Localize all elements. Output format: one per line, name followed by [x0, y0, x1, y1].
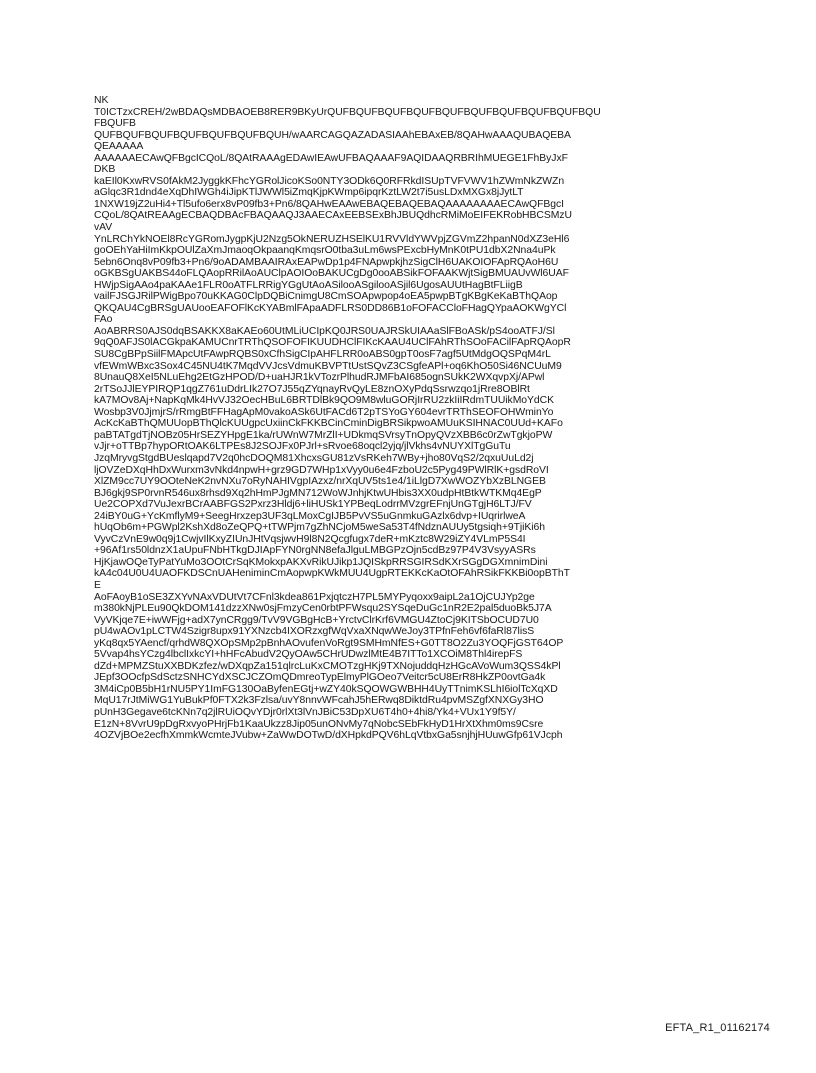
document-line: VyVKjqe7E+iwWFjg+adX7ynCRgg9/TvV9VGBgHcB+YrctvClrKrf6VMGU4ZtoCj9KITSbOCUD7U0	[94, 614, 539, 626]
document-line: oGKBSgUAKBS44oFLQAopRRilAoAUClpAOIOoBAKUCgDg0ooABSikFOFAAKWjtSigBMUAUvWl6UAF	[94, 268, 569, 280]
document-line: NK	[94, 95, 109, 106]
document-line: pUnH3Gegave6tcKNn7q2jlRUiOQvYDjr0rlXt3lVnJBiC53DpXU6T4h0+4hi8/Yk4+VUx1Y9f5Y/	[94, 706, 516, 718]
document-line: SU8CgBPpSiilFMApcUtFAwpRQBS0xCfhSigCIpAHFLRR0oABS0gpT0osF7agf5UtMdgOQSPqM4rL	[94, 349, 551, 361]
document-line: CQoL/8QAtREAAgECBAQDBAcFBAQAAQJ3AAECAxEEBSExBhJBUQdhcRMiMoEIFEKRobHBCSMzU	[94, 210, 572, 222]
document-line: HWjpSigAAo4paKAAe1FLR0oATFLRRigYGgUtAoASilooASgilooASjil6UgosAUUtHagBtFLiigB	[94, 279, 523, 291]
document-line: 8UnauQ8XeI5NLuEhg2EtGzHPOD/D+uaHJR1kVTozrPlhudRJMFbAI685ognSUkK2WXqvpXj/APwl	[94, 372, 545, 384]
document-line: kA4c04U0U4UAOFKDSCnUAHeniminCmAopwpKWkMUU4UgpRTEKKcKaOtOFAhRSikFKKBi0opBThT	[94, 568, 570, 580]
document-line: pU4wAOv1pLCTW4Szigr8upx91YXNzcb4IXORzxgfWqVxaXNqwWeJoy3TPfnFeh6vf6faRl87lisS	[94, 626, 535, 638]
document-line: Wosbp3V0JjmjrS/rRmgBtFFHagApM0vakoASk6UtFACd6T2pTSYoGY604evrTRThSEOFOHWminYo	[94, 406, 554, 418]
document-line: goOEhYaHiImKkpOUlZaXmJmaoqOkpaanqKmqsrO0tba3uLm6wsPExcbHyMnK0tPU1dbX2Nna4uPk	[94, 245, 556, 257]
document-line: AAAAAAECAwQFBgcICQoL/8QAtRAAAgEDAwIEAwUFBAQAAAF9AQIDAAQRBRIhMUEGE1FhByJxF	[94, 152, 568, 164]
document-line: vailFJSGJRilPWigBpo70uKKAG0ClpDQBiCnimgU8CmSOApwpop4oEA5pwpBTgKBgKeKaBThQAop	[94, 291, 558, 303]
document-line: paBTATgdTjNOBz05HrSEZYHpgE1ka/rUWnW7MrZlI+UDkmqSVrsyTnOpyQVzXBB6c0rZwTgkjoPW	[94, 429, 553, 441]
document-line: T0ICTzxCREH/2wBDAQsMDBAOEB8RER9BKyUrQUFBQUFBQUFBQUFBQUFBQUFBQUFBQUFBQUFBQU	[94, 106, 601, 118]
document-line: kaEIl0KxwRVS0fAkM2JyggkKFhcYGRolJicoKSo0NTY3ODk6Q0RFRkdISUpTVFVWV1hZWmNkZWZn	[94, 175, 565, 187]
document-line: FAo	[94, 314, 113, 326]
document-line: 1NXW19jZ2uHi4+Tl5ufo6erx8vP09fb3+Pn6/8QAHwEAAwEBAQEBAQEBAQAAAAAAAAECAwQFBgcI	[94, 198, 564, 210]
document-body-text	[94, 95, 730, 742]
document-line: AoABRRS0AJS0dqBSAKKX8aKAEo60UtMLiUCIpKQ0JRS0UAJRSkUIAAaSlFBoASk/pS4ooATFJ/Sl	[94, 325, 555, 337]
document-line: 5ebn6Onq8vP09fb3+Pn6/9oADAMBAAIRAxEAPwDp1p4FNApwpkjhzSigClH6UAKOIOFApRQAoH6U	[94, 256, 559, 268]
document-line: dZd+MPMZStuXXBDKzfez/wDXqpZa151qlrcLuKxCMOTzgHKj9TXNojuddqHzHGcAVoWum3QSS4kPl	[94, 660, 561, 672]
document-line: BJ6gkj9SP0rvnR546ux8rhsd9Xq2hHmPJgMN712WoWJnhjKtwUHbis3XX0udpHtBtkWTKMq4EgP	[94, 487, 542, 499]
document-line: 24iBY0uG+YcKmflyM9+SeegHrxzep3UF3qLMoxCgIJB5PvVS5uGnmkuGAzlx6dvp+IUqrirlweA	[94, 510, 526, 522]
document-line: AcKcKaBThQMUUopBThQlcKUUgpcUxiinCkFKKBCinCminDigBRSikpwoAMUuKSIHNAC0UUd+KAFo	[94, 418, 563, 430]
document-line: HjKjawOQeTyPatYuMo3OOtCrSqKMokxpAKXvRikUJikp1JQISkpRRSGIRSdKXrSGgDGXmnimDini	[94, 556, 548, 568]
document-line: QEAAAAA	[94, 141, 144, 153]
document-line: m380kNjPLEu90QkDOM141dzzXNw0sjFmzyCen0rbtPFWsqu2SYSqeDuGc1nR2E2pal5duoBk5J7A	[94, 603, 552, 615]
document-line: 2rTSoJJlEYPIRQP1qgZ761uDdrLIk27O7J55qZYqnayRvQyLE8znOXyPdqSsrwzqo1jRre8OBlRt	[94, 383, 530, 395]
document-line: kA7MOv8Aj+NapKqMk4HvVJ32OecHBuL6BRTDlBk9QO9M8wluGORjIrRU2zkIiIRdmTUUikMoYdCK	[94, 395, 554, 407]
document-line: ljOVZeDXqHhDxWurxm3vNkd4npwH+grz9GD7WHp1xVyy0u6e4FzboU2c5Pyg49PWlRlK+gsdRoVI	[94, 464, 549, 476]
document-line: JEpf3OOcfpSdSctzSNHCYdXSCJCZOmQDmreoTypElmyPlGOeo7Veitcr5cU8ErR8HkZP0ovtGa4k	[94, 672, 546, 684]
document-line: E1zN+8VvrU9pDgRxvyoPHrjFb1KaaUkzz8Jip05unONvMy7qNobcSEbFkHyD1HrXtXhm0ms9Csre	[94, 718, 544, 730]
document-line: YnLRChYkNOEl8RcYGRomJygpKjU2Nzg5OkNERUZHSElKU1RVVldYWVpjZGVmZ2hpanN0dXZ3eHl6	[94, 233, 570, 245]
document-line: +96Af1rs50ldnzX1aUpuFNbHTkgDJIApFYN0rgNN8efaJlguLMBGPzOjn5cdBz97P4V3VsyyASRs	[94, 545, 536, 557]
document-line: DKB	[94, 164, 116, 176]
document-line: aGlqc3R1dnd4eXqDhIWGh4iJipKTlJWWl5iZmqKjpKWmp6ipqrKztLW2t7i5usLDxMXGx8jJytLT	[94, 187, 524, 199]
document-line: hUqOb6m+PGWpl2KshXd8oZeQPQ+tTWPjm7gZhNCjoM5weSa53T4fNdznAUUy5tgsiqh+9TjiKi6h	[94, 522, 545, 534]
document-line: 9qQ0AFJS0lACGkpaKAMUCnrTRThQSOFOFIKUUDHClFIKcKAAU4UClFAhRThSOoFACilFApRQAopR	[94, 337, 571, 349]
document-line: QKQAU4CgBRSgUAUooEAFOFlKcKYABmlFApaADFLRS0DD86B1oFOFACCloFHagQYpaAOKWgYCl	[94, 302, 567, 314]
document-line: vfEWmWBxc3Sox4C45NU4tK7MqdVVJcsVdmuKBVPTtUstSQvZ3CSgfeAPl+oq6KhO50Si46NCUuM9	[94, 360, 562, 372]
document-line: AoFAoyB1oSE3ZXYvNAxVDUtVt7CFnl3kdea861PxjqtczH7PL5MYPyqoxx9aipL2a1OjCUJYp2ge	[94, 591, 535, 603]
document-line: MqU17rJtMiWG1YuBukPf0FTX2k3Fzlsa/uvY8nnvWFcahJ5hERwq8DiktdRu4pvMSZgfXNXGy3HO	[94, 695, 544, 707]
document-line: yKq8qx5YAencf/qrhdW8QXOpSMp2pBnhAOvufenVoRgt9SMHmNfES+G0TT8O2Zu3YOQFjGST64OP	[94, 637, 564, 649]
document-line: vJjr+oTTBp7hypORtOAK6LTPEs8J2SOJFx0PJrl+sRvoe68oqcl2yjq/jlVkhs4vNUYXlTgGuTu	[94, 441, 511, 453]
document-line: 4OZVjBOe2ecfhXmmkWcmteJVubw+ZaWwDOTwD/dXHpkdPQV6hLqVtbxGa5snjhjHUuwGfp61VJcph	[94, 730, 563, 742]
document-line: Ue2COPXd7VuJexrBCrAABFGS2Pxrz3Hldj6+liHUSk1YPBeqLodrrMVzgrEFnjUnGTgjH6LTJ/FV	[94, 499, 532, 511]
document-line: QUFBQUFBQUFBQUFBQUFBQUFBQUH/wAARCAGQAZADASIAAhEBAxEB/8QAHwAAAQUBAQEBA	[94, 129, 571, 141]
document-line: 5Vvap4hsYCzg4lbclIxkcYI+hHFcAbudV2QyOAw5CHrUDwzlMtE4B7ITTo1XCOiM8Thl4irepFS	[94, 649, 523, 661]
document-line: FBQUFB	[94, 118, 136, 130]
document-line: 3M4iCp0B5bH1rNU5PY1ImFG130OaByfenEGtj+wZY40kSQOWGWBHH4UyTTnimKSLhI6iolTcXqXD	[94, 683, 558, 695]
document-line: XlZM9cc7UY9OOteNeK2nvNXu7oRyNAHIVgpIAzxz/nrXqUV5ts1e4/1iLlgD7XwWOZYbXzBLNGEB	[94, 476, 546, 488]
document-line: JzqMryvgStgdBUeslqapd7V2q0hcDOQM81XhcxsGU81zVsRKeh7WBy+jho80VqS2/2qxuUuLd2j	[94, 452, 534, 464]
document-line: VyvCzVnE9w0q9j1CwjvIlKxyZIUnJHtVqsjwvH9l8N2Qcgfugx7deR+mKztc8W29iZY4VLmP5S4I	[94, 533, 526, 545]
document-line: E	[94, 579, 101, 591]
document-id-footer: EFTA_R1_01162174	[665, 1022, 770, 1034]
document-line: vAV	[94, 222, 113, 234]
